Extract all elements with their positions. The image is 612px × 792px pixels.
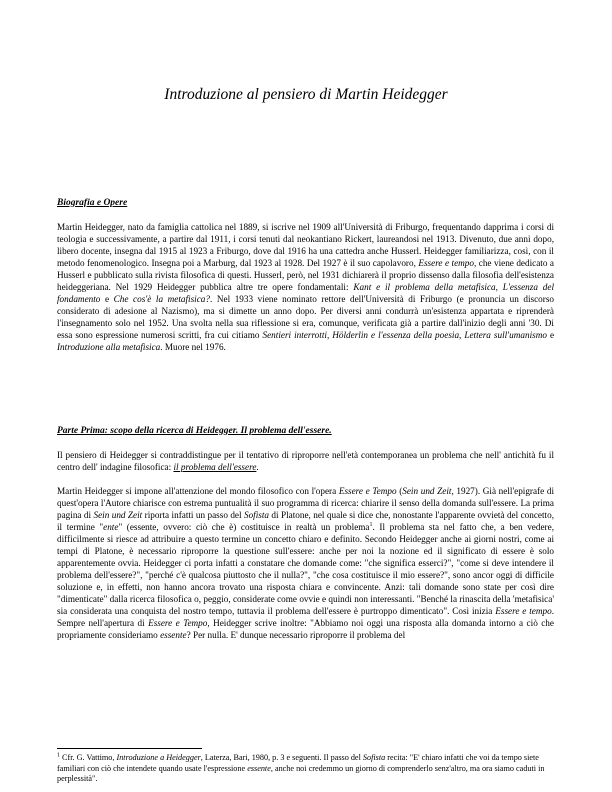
section-parte-prima (57, 426, 554, 436)
intro-problema-text: Il pensiero di Heidegger si contraddistingue per il tentativo di riproporre nell'età contemporanea un problema che nell' antichità fu il centro dell' indagine filosofica: il problema dell'essere. (57, 450, 554, 472)
footnote-divider (57, 748, 202, 749)
section-heading-parte-prima: Parte Prima: scopo della ricerca di Heidegger. Il problema dell'essere. (57, 426, 332, 436)
section-biografia (57, 198, 554, 208)
paragraph-intro-problema (57, 449, 554, 473)
paragraph-essere-tempo (57, 485, 554, 641)
footnote-ref-1[interactable]: 1 (369, 521, 373, 528)
document-title: Introduzione al pensiero di Martin Heidegger (164, 86, 448, 103)
section-heading-biografia: Biografia e Opere (57, 198, 128, 208)
biografia-text: Martin Heidegger, nato da famiglia cattolica nel 1889, si iscrive nel 1909 all'Università di Friburgo, frequentando dapprima i corsi di teologia e successivamente, a partire dal 1911, i corsi tenuti dal neokantiano Rickert, laureandosi nel 1913. Divenuto, due anni dopo, libero docente, insegna dal 1915 al 1923 a Friburgo, dove dal 1916 ha una cattedra anche Husserl. Heidegger familiarizza, così, con il metodo fenomenologico. Insegna poi a Marburg, dal 1923 al 1928. Del 1927 è il suo capolavoro, Essere e tempo, che viene dedicato a Husserl e pubblicato sulla rivista filosofica di questi. Husserl, però, nel 1931 dichiarerà il proprio dissenso dalla filosofia dell'esistenza heideggeriana. Nel 1929 Heidegger pubblica altre tre opere fondamentali: Kant e il problema della metafisica, L'essenza del fondamento e Che cos'è la metafisica?. Nel 1933 viene nominato rettore dell'Università di Friburgo (e pronuncia un discorso considerato di adesione al Nazismo), ma si dimette un anno dopo. Per diversi anni condurrà un'esistenza appartata e riprenderà l'insegnamento solo nel 1952. Una svolta nella sua riflessione si era, comunque, verificata già a partire dall'inizio degli anni '30. Di essa sono espressione numerosi scritti, fra cui citiamo Sentieri interrotti, Hölderlin e l'essenza della poesia, Lettera sull'umanismo e Introduzione alla metafisica. Muore nel 1976. (57, 222, 555, 352)
footnote-1: $^1$ Cfr. G. Vattimo, Introduzione a Heidegger, Laterza, Bari, 1980, p. 3 e seguenti. Il passo del Sofista recita: "E' chiaro infatti che voi da tempo siete familiari con ciò che intendete quando usate l'espressione essente, anche noi credemmo un giorno di comprenderlo senz'altro, ma ora siamo caduti in perplessità". (57, 752, 545, 783)
paragraph-biografia (57, 221, 554, 353)
essere-tempo-text: Martin Heidegger si impone all'attenzione del mondo filosofico con l'opera Essere e Tempo (Sein und Zeit, 1927). Già nell'epigrafe di quest'opera l'Autore chiarisce con estrema puntualità il suo programma di ricerca: chiarire il senso della domanda sull'essere. La prima pagina di Sein und Zeit riporta infatti un passo del Sofista di Platone, nel quale si dice che, nonostante l'apparente ovvietà del concetto, il termine "ente" (essente, ovvero: ciò che è) costituisce in realtà un problema$^1$. Il problema sta nel fatto che, a ben vedere, difficilmente si riesce ad attribuire a questo termine un concetto chiaro e definito. Secondo Heidegger anche ai giorni nostri, come ai tempi di Platone, è necessario riproporre la questione sull'essere: anche per noi la nozione ed il significato di essere è solo apparentemente ovvia. Heidegger ci porta infatti a constatare che domande come: "che significa esserci?", "come si deve intendere il problema dell'essere?", "perché c'è qualcosa piuttosto che il nulla?", "che cosa costituisce il mio essere?", sono ancor oggi di difficile soluzione e, in effetti, non hanno ancora trovato una risposta chiara e convincente. Anzi: tali domande sono state per così dire "dimenticate" dalla ricerca filosofica o, peggio, considerate come ovvie e quindi non interessanti. "Benché la rinascita della 'metafisica' sia considerata una conquista del nostro tempo, tuttavia il problema dell'essere è purtroppo dimenticato". Così inizia Essere e tempo. Sempre nell'apertura di Essere e Tempo, Heidegger scrive inoltre: "Abbiamo noi oggi una risposta alla domanda intorno a ciò che propriamente consideriamo essente? Per nulla. E' dunque necessario riproporre il problema del (57, 486, 555, 640)
